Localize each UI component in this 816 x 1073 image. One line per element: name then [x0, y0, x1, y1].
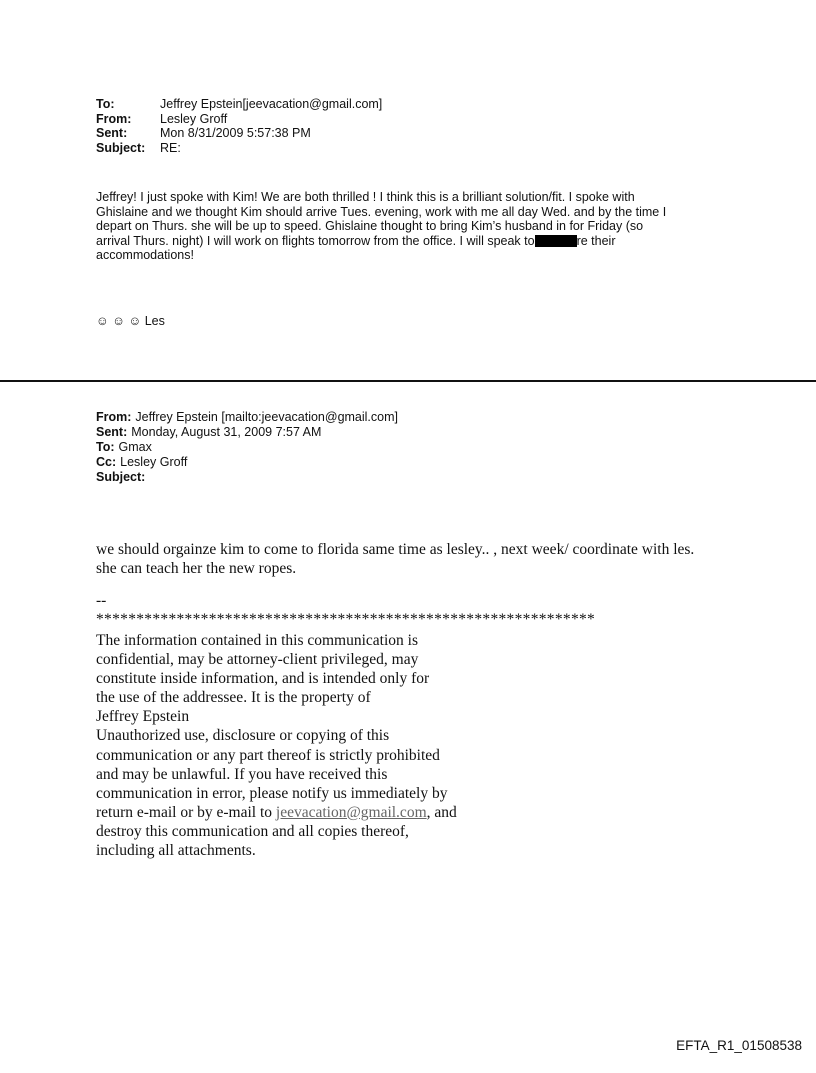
- signature-separator: --: [96, 592, 107, 609]
- document-id: EFTA_R1_01508538: [676, 1038, 802, 1053]
- header-from-label: From:: [96, 111, 132, 126]
- orig-header-from-row: [96, 410, 398, 425]
- body-line: we should orgainze kim to come to florida same time as lesley.. , next week/ coordinate with les.: [96, 541, 695, 558]
- header-sent-row: [96, 126, 382, 141]
- message-divider: [0, 380, 816, 382]
- asterisk-rule: **************************************************************: [96, 611, 596, 628]
- disclaimer-link-suffix: , and: [426, 803, 457, 821]
- orig-header-sent-label: Sent:: [96, 425, 128, 439]
- disclaimer-line: communication in error, please notify us immediately by: [96, 784, 448, 802]
- header-to-row: [96, 97, 382, 112]
- email-link[interactable]: jeevacation@gmail.com: [275, 803, 427, 821]
- orig-header-from-label: From:: [96, 410, 132, 424]
- header-to-value: Jeffrey Epstein[jeevacation@gmail.com]: [160, 97, 383, 111]
- header-subject-value: RE:: [160, 140, 181, 155]
- disclaimer-line: [96, 803, 457, 822]
- body-line: accommodations!: [96, 248, 194, 262]
- disclaimer-line: and may be unlawful. If you have received this: [96, 765, 388, 783]
- header-to-label: To:: [96, 97, 115, 111]
- disclaimer-line: Unauthorized use, disclosure or copying of this: [96, 727, 390, 745]
- header-sent-value: Mon 8/31/2009 5:57:38 PM: [160, 126, 311, 140]
- body-line: depart on Thurs. she will be up to speed. Ghislaine thought to bring Kim’s husband in for Friday (so: [96, 219, 644, 233]
- confidentiality-disclaimer: [96, 631, 457, 860]
- header-from-row: [96, 112, 382, 127]
- orig-header-cc-value: Lesley Groff: [120, 455, 188, 469]
- orig-header-from-value: Jeffrey Epstein [mailto:jeevacation@gmail.com]: [135, 410, 398, 424]
- disclaimer-line: the use of the addressee. It is the property of: [96, 689, 371, 707]
- body-line: [96, 234, 716, 249]
- original-message-header: [96, 410, 398, 485]
- header-from-value: Lesley Groff: [160, 111, 228, 126]
- header-subject-label: Subject:: [96, 140, 146, 155]
- disclaimer-line: Jeffrey Epstein: [96, 708, 190, 726]
- orig-header-cc-label: Cc:: [96, 455, 117, 469]
- disclaimer-link-prefix: return e-mail or by e-mail to: [96, 803, 276, 821]
- reply-signature: ☺ ☺ ☺ Les: [96, 314, 165, 328]
- orig-header-to-value: Gmax: [118, 440, 152, 454]
- reply-email-header: [96, 97, 382, 155]
- reply-email-body: [96, 190, 716, 263]
- body-line: she can teach her the new ropes.: [96, 560, 297, 577]
- orig-header-to-label: To:: [96, 440, 115, 454]
- disclaimer-line: communication or any part thereof is strictly prohibited: [96, 746, 440, 764]
- disclaimer-line: destroy this communication and all copies thereof,: [96, 822, 409, 840]
- disclaimer-line: constitute inside information, and is intended only for: [96, 670, 430, 688]
- original-message-body: [96, 540, 694, 578]
- header-subject-row: [96, 141, 382, 156]
- body-line: Jeffrey! I just spoke with Kim! We are both thrilled ! I think this is a brilliant solution/fit. I spoke with: [96, 190, 635, 204]
- disclaimer-line: The information contained in this communication is: [96, 632, 418, 649]
- orig-header-subject-label: Subject:: [96, 470, 146, 484]
- body-line-part: arrival Thurs. night) I will work on flights tomorrow from the office. I will speak to: [96, 233, 535, 248]
- orig-header-subject-row: [96, 470, 398, 485]
- header-sent-label: Sent:: [96, 126, 128, 140]
- orig-header-to-row: [96, 440, 398, 455]
- orig-header-sent-value: Monday, August 31, 2009 7:57 AM: [131, 425, 322, 439]
- body-line-part: re their: [576, 233, 616, 248]
- redaction-box: [535, 235, 577, 247]
- disclaimer-line: confidential, may be attorney-client privileged, may: [96, 651, 419, 669]
- disclaimer-line: including all attachments.: [96, 842, 256, 860]
- body-line: Ghislaine and we thought Kim should arrive Tues. evening, work with me all day Wed. and by the time I: [96, 204, 667, 219]
- orig-header-cc-row: [96, 455, 398, 470]
- orig-header-sent-row: [96, 425, 398, 440]
